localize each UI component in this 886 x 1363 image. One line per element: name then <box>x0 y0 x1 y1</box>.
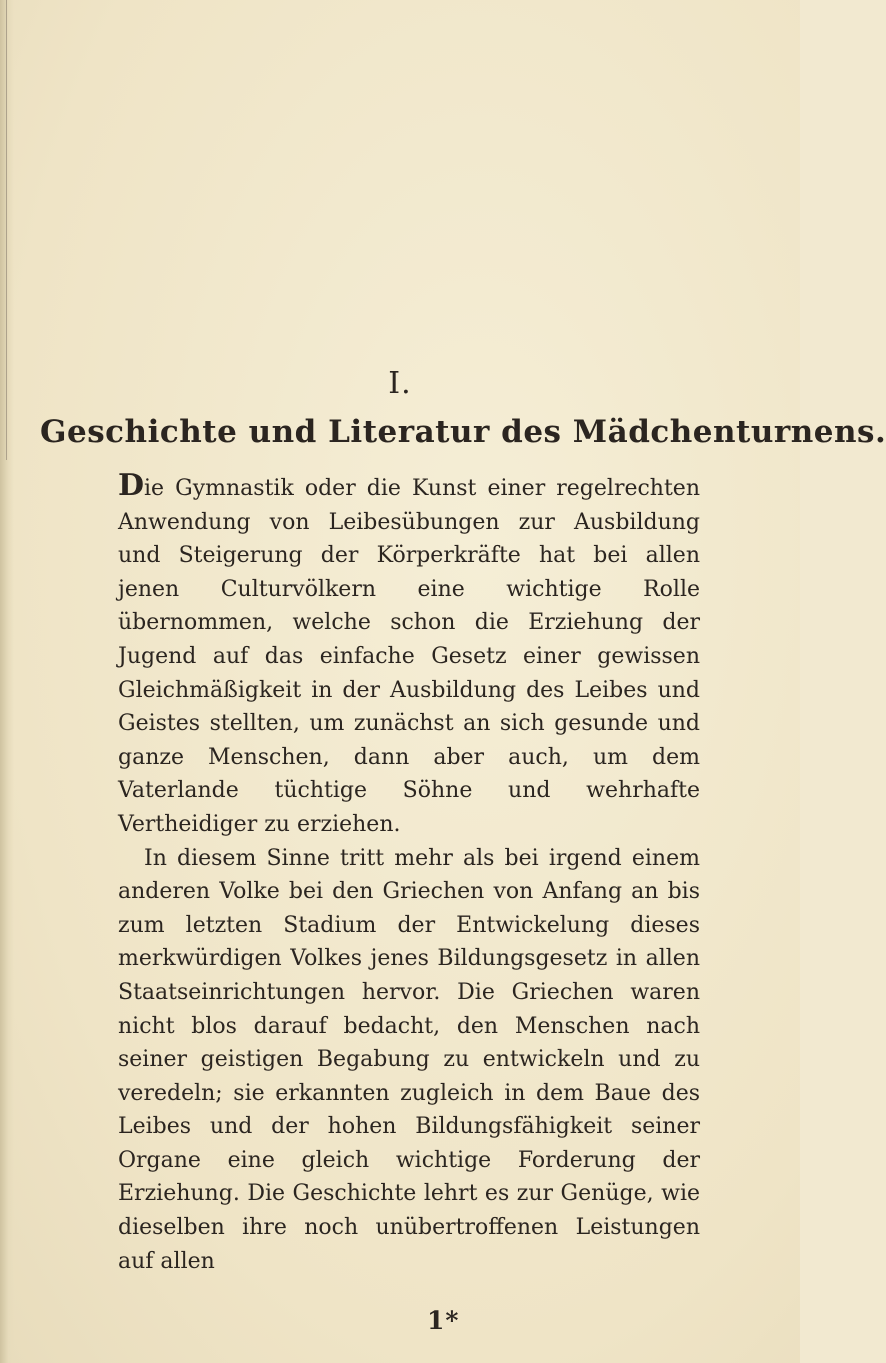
drop-initial: D <box>118 468 145 503</box>
binding-edge <box>0 0 14 1363</box>
paragraph-1-text: ie Gymnastik oder die Kunst einer regelrechten Anwendung von Leibesübungen zur Ausbildung und Steigerung der Körperkräfte hat bei allen jenen Culturvölkern eine wichtige Rolle übernommen, welche schon die Erziehung der Jugend auf das einfache Gesetz einer gewissen Gleichmäßigkeit in der Ausbildung des Leibes und Geistes stellten, um zunächst an sich gesunde und ganze Menschen, dann aber auch, um dem Vaterlande tüchtige Söhne und wehrhafte Vertheidiger zu erziehen. <box>118 476 700 837</box>
chapter-number: I. <box>388 366 412 401</box>
signature-mark: 1* <box>427 1306 460 1335</box>
paragraph-2 <box>118 842 700 1279</box>
paragraph-1 <box>118 468 700 842</box>
body-text <box>118 468 700 1278</box>
chapter-title: Geschichte und Literatur des Mädchenturnens. <box>40 414 886 450</box>
paragraph-2-text: In diesem Sinne tritt mehr als bei irgend einem anderen Volke bei den Griechen von Anfang an bis zum letzten Stadium der Entwickelung dieses merkwürdigen Volkes jenes Bildungsgesetz in allen Staatseinrichtungen hervor. Die Griechen waren nicht blos darauf bedacht, den Menschen nach seiner geistigen Begabung zu entwickeln und zu veredeln; sie erkannten zugleich in dem Baue des Leibes und der hohen Bildungsfähigkeit seiner Organe eine gleich wichtige Forderung der Erziehung. Die Geschichte lehrt es zur Genüge, wie dieselben ihre noch unübertroffenen Leistungen auf allen <box>118 845 700 1274</box>
